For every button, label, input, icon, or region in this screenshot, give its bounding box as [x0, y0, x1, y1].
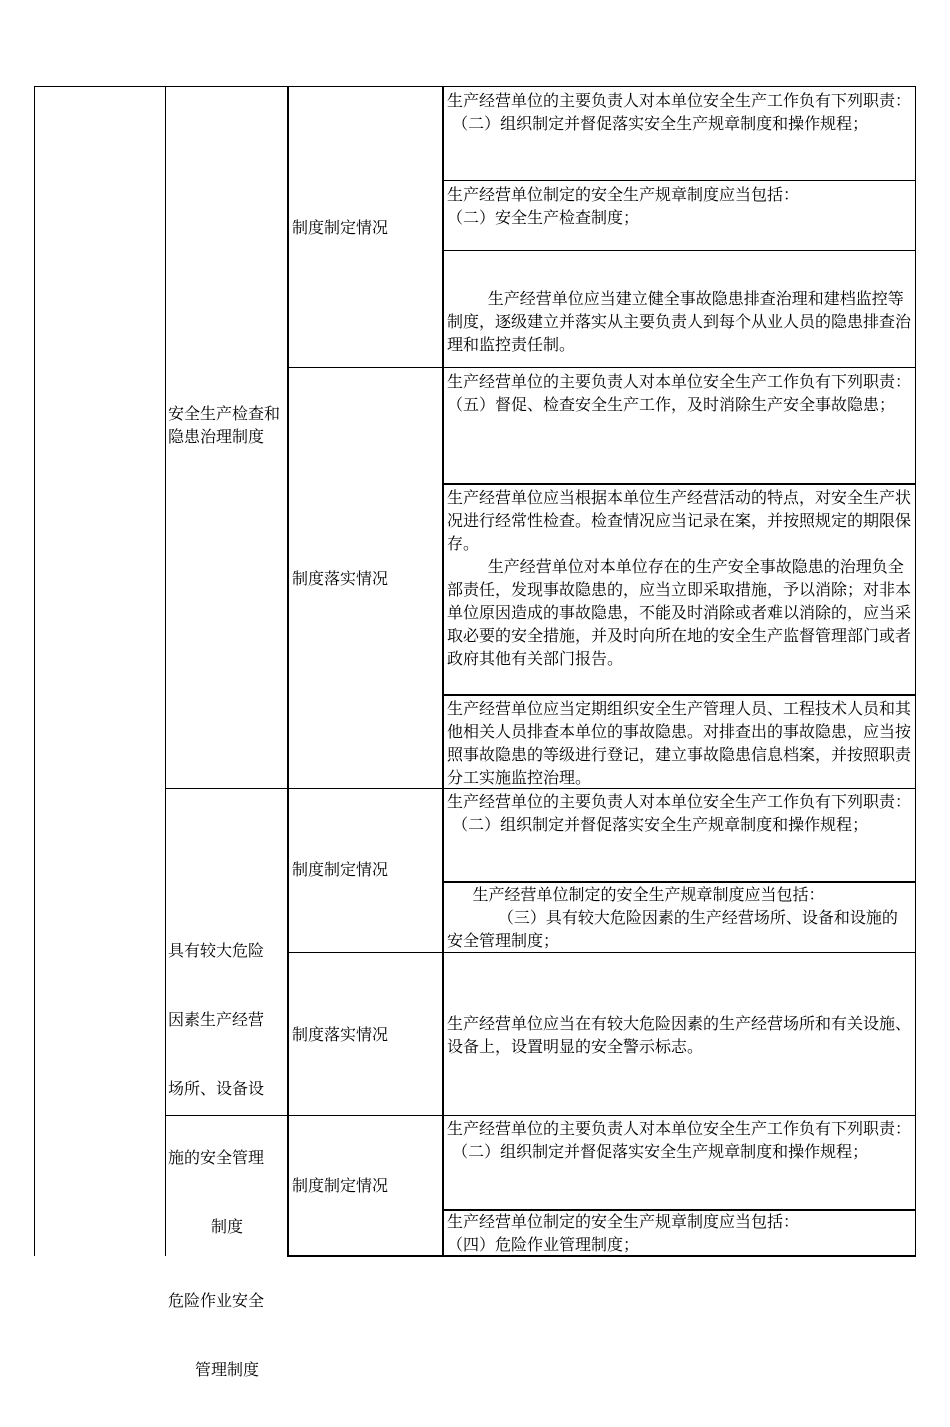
clause-text: 生产经营单位的主要负责人对本单位安全生产工作负有下列职责： （二）组织制定并督促落实安全生产规章制度和操作规程； — [447, 792, 912, 834]
table-top-border — [34, 86, 916, 87]
subcategory-label: 制度制定情况 — [292, 1176, 389, 1195]
row-divider — [444, 180, 916, 181]
subcategory-label: 制度制定情况 — [292, 218, 389, 237]
category-label — [168, 1243, 286, 1427]
category-line: 场所、设备设 — [168, 1079, 265, 1098]
clause-text: 生产经营单位应当建立健全事故隐患排查治理和建档监控等制度，逐级建立并落实从主要负责人到每个从业人员的隐患排查治理和监控责任制。 — [447, 289, 912, 354]
subcategory-label: 制度落实情况 — [292, 1025, 389, 1044]
row-divider — [287, 952, 916, 953]
clause-text: 生产经营单位制定的安全生产规章制度应当包括： （三）具有较大危险因素的生产经营场所、设备和设施的安全管理制度； — [447, 885, 898, 950]
col-divider-1 — [165, 86, 166, 1256]
clause-text: 生产经营单位制定的安全生产规章制度应当包括： （二）安全生产检查制度； — [447, 185, 800, 227]
category-label — [168, 893, 286, 1284]
col-divider-2 — [287, 86, 289, 1257]
row-divider — [444, 250, 916, 251]
col-divider-3 — [442, 86, 444, 1257]
row-divider — [287, 367, 916, 368]
right-border — [915, 86, 916, 1257]
category-line: 危险作业安全 — [168, 1291, 265, 1310]
clause-text: 生产经营单位应当根据本单位生产经营活动的特点，对安全生产状况进行经常性检查。检查情况应当记录在案，并按照规定的期限保存。 生产经营单位对本单位存在的生产安全事故隐患的治理负全部责任，发现事故隐患的，应当立即采取措施，予以消除；对非本单位原因造成的事故隐患，不能及时消除或者难以消除的，应当采取必要的安全措施，并及时向所在地的安全生产监督管理部门或者政府其他有关部门报告。 — [447, 488, 912, 668]
category-line: 因素生产经营 — [168, 1010, 265, 1029]
category-line: 施的安全管理 — [168, 1148, 265, 1167]
clause-text: 生产经营单位的主要负责人对本单位安全生产工作负有下列职责： （二）组织制定并督促落实安全生产规章制度和操作规程； — [447, 1119, 912, 1161]
clause-text: 生产经营单位应当在有较大危险因素的生产经营场所和有关设施、设备上，设置明显的安全警示标志。 — [447, 1014, 912, 1056]
row-divider — [444, 483, 916, 485]
clause-text: 生产经营单位的主要负责人对本单位安全生产工作负有下列职责： （五）督促、检查安全生产工作，及时消除生产安全事故隐患； — [447, 372, 912, 414]
row-divider — [444, 694, 916, 696]
category-line: 管理制度 — [194, 1360, 259, 1379]
subcategory-label: 制度落实情况 — [292, 569, 389, 588]
left-border — [34, 86, 35, 1256]
subcategory-label: 制度制定情况 — [292, 860, 389, 879]
category-line: 具有较大危险 — [168, 941, 265, 960]
clause-text: 生产经营单位制定的安全生产规章制度应当包括： （四）危险作业管理制度； — [447, 1212, 800, 1254]
category-label: 安全生产检查和隐患治理制度 — [168, 404, 281, 446]
clause-text: 生产经营单位应当定期组织安全生产管理人员、工程技术人员和其他相关人员排查本单位的事故隐患。对排查出的事故隐患，应当按照事故隐患的等级进行登记，建立事故隐患信息档案，并按照职责分工实施监控治理。 — [447, 699, 912, 787]
clause-text: 生产经营单位的主要负责人对本单位安全生产工作负有下列职责： （二）组织制定并督促落实安全生产规章制度和操作规程； — [447, 91, 912, 133]
category-line: 制度 — [210, 1217, 243, 1236]
